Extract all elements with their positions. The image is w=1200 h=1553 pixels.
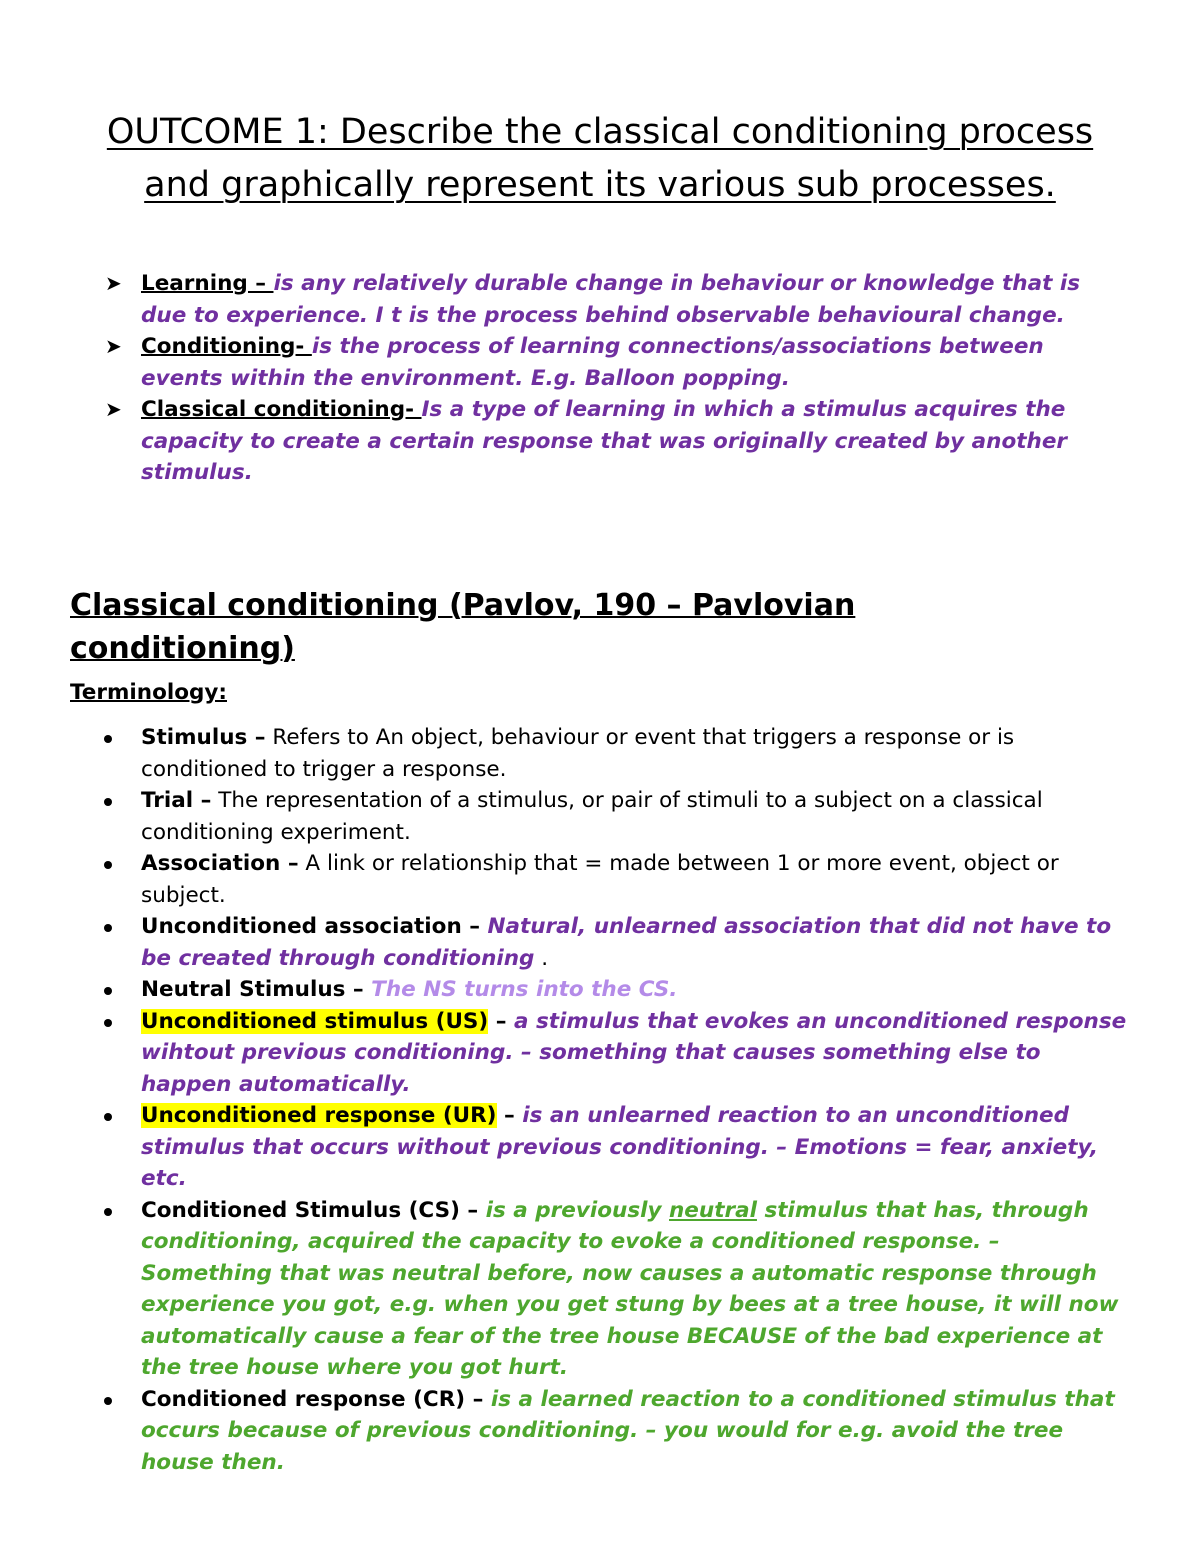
bullet-icon: [104, 1208, 112, 1216]
terminology-heading: Terminology:: [70, 680, 227, 705]
term-label-highlighted: Unconditioned stimulus (US): [141, 1008, 489, 1034]
term-item-unconditioned-stimulus: [0, 1006, 1136, 1101]
term-definition-tail: .: [534, 945, 549, 971]
definition-term: Learning –: [141, 271, 274, 296]
section-heading-text: Classical conditioning (Pavlov, 190 – Pavlovian conditioning): [70, 588, 856, 666]
terminology-list: [0, 722, 1200, 1478]
outcome-title: [80, 106, 1120, 212]
term-definition: The NS turns into the CS.: [371, 977, 678, 1002]
term-item-conditioned-response: [0, 1384, 1136, 1479]
term-definition: a stimulus that evokes an unconditioned response wihtout previous conditioning. – something that causes something else to happen automatically.: [141, 1008, 1127, 1097]
bullet-icon: [104, 735, 112, 743]
term-definition-underlined: neutral: [669, 1197, 757, 1223]
definition-term: Conditioning-: [141, 334, 312, 359]
definition-list: [0, 268, 1200, 489]
term-definition: is an unlearned reaction to an unconditioned stimulus that occurs without previous conditioning. – Emotions = fear, anxiety, etc.: [141, 1103, 1098, 1191]
term-definition: is a learned reaction to a conditioned stimulus that occurs because of previous conditioning. – you would for e.g. avoid the tree house then.: [141, 1386, 1115, 1475]
bullet-icon: [104, 987, 112, 995]
term-item-conditioned-stimulus: [0, 1195, 1136, 1384]
term-definition: The representation of a stimulus, or pair of stimuli to a subject on a classical conditioning experiment.: [141, 788, 1043, 845]
term-label: Conditioned Stimulus (CS) –: [141, 1197, 486, 1223]
definition-term: Classical conditioning-: [141, 397, 422, 422]
definition-item-learning: [0, 268, 1116, 331]
definition-text: is the process of learning connections/associations between events within the environment. E.g. Balloon popping.: [141, 334, 1044, 391]
bullet-icon: [104, 861, 112, 869]
bullet-icon: [104, 924, 112, 932]
term-definition: Natural, unlearned association that did not have to be created through conditioning: [141, 914, 1112, 971]
section-heading: [70, 584, 970, 670]
term-item-unconditioned-response: [0, 1100, 1136, 1195]
term-label-highlighted: Unconditioned response (UR): [141, 1103, 497, 1128]
term-label: Unconditioned association –: [141, 914, 488, 939]
term-label: Stimulus –: [141, 725, 266, 750]
definition-text: is any relatively durable change in behaviour or knowledge that is due to experience. I t is the process behind observable behavioural change.: [141, 271, 1081, 328]
term-definition: A link or relationship that = made between 1 or more event, object or subject.: [141, 851, 1059, 908]
term-definition: is a previously: [485, 1197, 669, 1223]
arrow-bullet-icon: ➤: [105, 334, 122, 358]
outcome-title-text: OUTCOME 1: Describe the classical conditioning process and graphically represent its various sub processes.: [106, 112, 1094, 205]
arrow-bullet-icon: ➤: [105, 397, 122, 421]
term-separator: –: [496, 1103, 523, 1128]
definition-item-classical-conditioning: [0, 394, 1116, 489]
term-item-trial: [0, 785, 1136, 848]
term-definition: Refers to An object, behaviour or event that triggers a response or is conditioned to trigger a response.: [141, 725, 1015, 782]
term-separator: –: [488, 1008, 514, 1034]
bullet-icon: [104, 798, 112, 806]
definition-item-conditioning: [0, 331, 1116, 394]
term-label: Conditioned response (CR) –: [141, 1386, 491, 1412]
term-definition: stimulus that has, through conditioning, acquired the capacity to evoke a conditioned response. – Something that was neutral before, now causes a automatic response through experience you got, e.g. when you get stung by bees at a tree house, it will now automatically cause a fear of the tree house BECAUSE of the bad experience at the tree house where you got hurt.: [141, 1197, 1119, 1380]
term-item-neutral-stimulus: [0, 974, 1136, 1006]
term-label: Neutral Stimulus –: [141, 977, 372, 1002]
arrow-bullet-icon: ➤: [105, 271, 122, 295]
bullet-icon: [104, 1397, 112, 1405]
term-item-association: [0, 848, 1136, 911]
term-label: Association –: [141, 851, 299, 876]
definition-text: Is a type of learning in which a stimulus acquires the capacity to create a certain response that was originally created by another stimulus.: [141, 397, 1068, 485]
bullet-icon: [104, 1019, 112, 1027]
term-item-stimulus: [0, 722, 1136, 785]
term-item-unconditioned-association: [0, 911, 1136, 974]
term-label: Trial –: [141, 788, 212, 813]
bullet-icon: [104, 1113, 112, 1121]
